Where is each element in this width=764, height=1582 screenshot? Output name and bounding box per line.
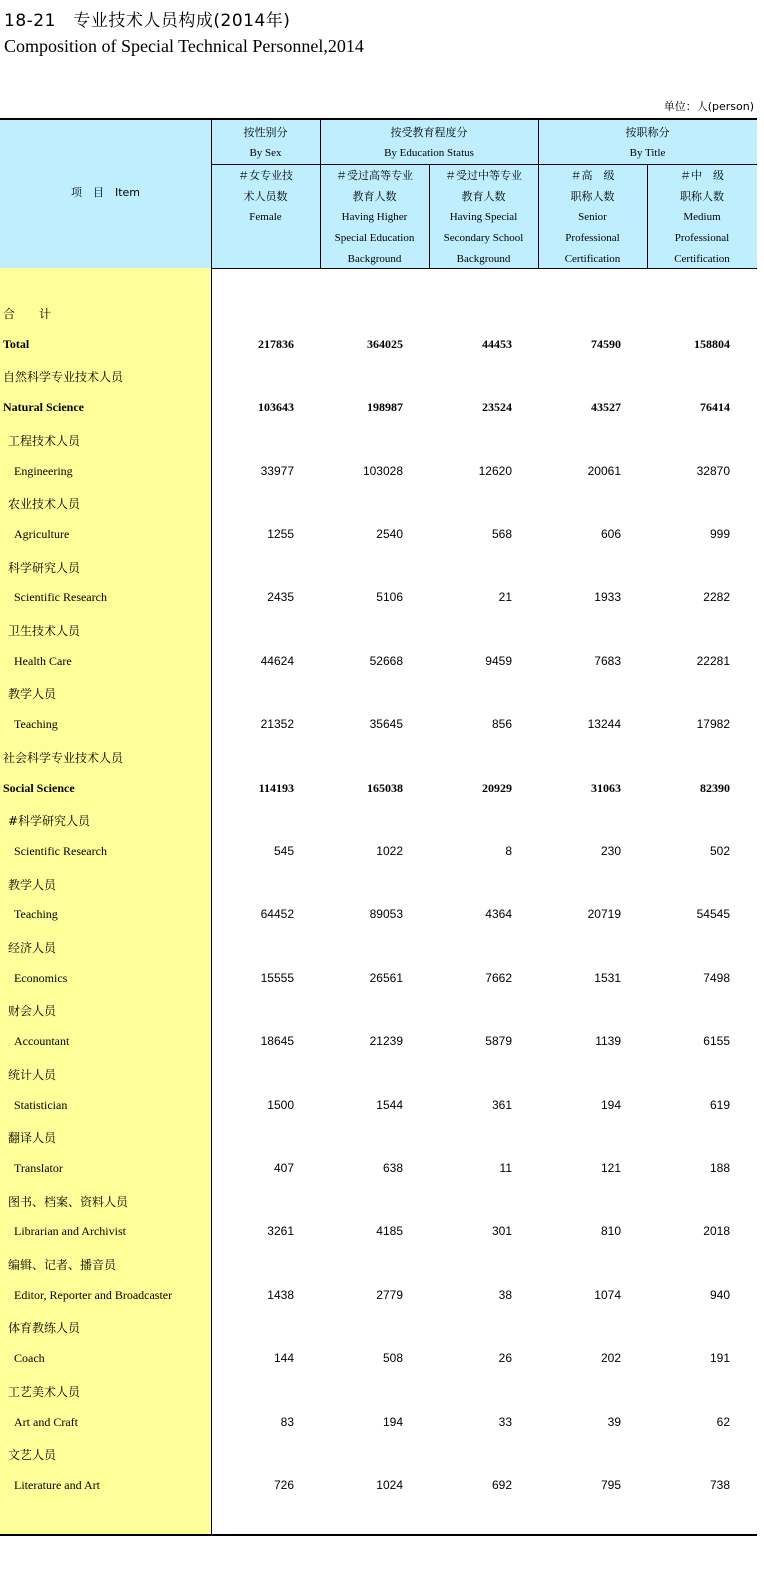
row-value: 103643 (258, 400, 294, 414)
row-label: #科学研究人员 (8, 814, 91, 828)
row-label: Accountant (14, 1034, 70, 1048)
secondary-education-column-header: ＃受过中等专业 教育人数 Having Special Secondary School Background (443, 169, 524, 265)
table-row (0, 812, 757, 832)
row-value: 301 (491, 1224, 512, 1238)
row-value: 217836 (258, 337, 294, 351)
row-label: Total (3, 337, 30, 351)
table-row (0, 1288, 757, 1308)
row-value: 144 (273, 1351, 294, 1365)
row-value: 364025 (367, 337, 403, 351)
row-value: 8 (505, 844, 512, 858)
row-value: 83 (280, 1415, 294, 1429)
row-value: 7683 (594, 654, 621, 668)
item-header: 项 目 Item (70, 186, 141, 199)
row-value: 22281 (696, 654, 730, 668)
table-row (0, 1351, 757, 1371)
row-value: 1024 (376, 1478, 403, 1492)
row-label: Scientific Research (14, 844, 107, 858)
row-value: 74590 (591, 337, 621, 351)
table-row (0, 685, 757, 705)
row-label: Agriculture (14, 527, 70, 541)
row-value: 23524 (482, 400, 512, 414)
row-label: Teaching (14, 907, 58, 921)
unit-label: 单位：人(person) (663, 100, 754, 113)
row-label: Literature and Art (14, 1478, 100, 1492)
row-value: 20061 (587, 464, 621, 478)
row-label: 农业技术人员 (8, 497, 81, 511)
row-label: Translator (14, 1161, 63, 1175)
row-label: Health Care (14, 654, 72, 668)
table-row (0, 717, 757, 737)
row-value: 4364 (485, 907, 512, 921)
row-value: 2282 (703, 590, 730, 604)
table-row (0, 781, 757, 801)
row-value: 33977 (260, 464, 294, 478)
row-value: 31063 (591, 781, 621, 795)
row-value: 121 (600, 1161, 621, 1175)
row-value: 21 (498, 590, 512, 604)
table-row (0, 495, 757, 515)
row-value: 18645 (260, 1034, 294, 1048)
table-row (0, 971, 757, 991)
by-education-header: 按受教育程度分 By Education Status (384, 126, 474, 159)
table-row (0, 1002, 757, 1022)
row-label: Statistician (14, 1098, 68, 1112)
row-label: Engineering (14, 464, 73, 478)
table-row (0, 939, 757, 959)
row-label: Librarian and Archivist (14, 1224, 126, 1238)
row-value: 999 (709, 527, 730, 541)
row-value: 11 (499, 1161, 512, 1175)
table-row (0, 1224, 757, 1244)
row-label: Teaching (14, 717, 58, 731)
table-row (0, 337, 757, 357)
row-value: 17982 (696, 717, 730, 731)
row-value: 3261 (267, 1224, 294, 1238)
row-value: 6155 (703, 1034, 730, 1048)
table-row (0, 1161, 757, 1181)
row-label: 合 计 (3, 307, 52, 321)
table-row (0, 1478, 757, 1498)
row-value: 230 (600, 844, 621, 858)
table-row (0, 749, 757, 769)
row-value: 35645 (369, 717, 403, 731)
row-value: 89053 (369, 907, 403, 921)
row-value: 62 (716, 1415, 730, 1429)
table-row (0, 907, 757, 927)
row-value: 1544 (376, 1098, 403, 1112)
row-label: Social Science (3, 781, 75, 795)
higher-education-column-header: ＃受过高等专业 教育人数 Having Higher Special Education Background (334, 169, 415, 265)
row-value: 502 (709, 844, 730, 858)
row-value: 194 (382, 1415, 403, 1429)
row-label: 体育教练人员 (8, 1321, 81, 1335)
row-label: 文艺人员 (8, 1448, 57, 1462)
row-label: Economics (14, 971, 68, 985)
row-value: 1074 (594, 1288, 621, 1302)
row-value: 1022 (376, 844, 403, 858)
table-row (0, 400, 757, 420)
row-label: 教学人员 (8, 687, 57, 701)
row-value: 15555 (260, 971, 294, 985)
table-row (0, 368, 757, 388)
row-value: 188 (709, 1161, 730, 1175)
row-value: 76414 (700, 400, 730, 414)
row-value: 33 (498, 1415, 512, 1429)
table-row (0, 844, 757, 864)
table-row (0, 559, 757, 579)
row-label: 工程技术人员 (8, 434, 81, 448)
row-value: 2435 (267, 590, 294, 604)
table-row (0, 1129, 757, 1149)
row-label: 科学研究人员 (8, 561, 81, 575)
table-row (0, 1319, 757, 1339)
female-column-header: ＃女专业技 术人员数 Female (238, 169, 293, 223)
row-value: 606 (600, 527, 621, 541)
row-value: 12620 (478, 464, 512, 478)
by-sex-header: 按性别分 By Sex (243, 126, 288, 159)
medium-title-column-header: ＃中 级 职称人数 Medium Professional Certification (674, 169, 730, 265)
table-row (0, 527, 757, 547)
table-row (0, 305, 757, 325)
row-value: 1933 (594, 590, 621, 604)
table-row (0, 432, 757, 452)
row-value: 1438 (267, 1288, 294, 1302)
row-label: 翻译人员 (8, 1131, 57, 1145)
row-label: 财会人员 (8, 1004, 57, 1018)
row-label: Scientific Research (14, 590, 107, 604)
row-value: 795 (600, 1478, 621, 1492)
row-value: 44453 (482, 337, 512, 351)
table-row (0, 622, 757, 642)
table-row (0, 1193, 757, 1213)
item-column-background (0, 268, 211, 1536)
table-row (0, 1034, 757, 1054)
row-label: 教学人员 (8, 878, 57, 892)
row-value: 5106 (376, 590, 403, 604)
table-row (0, 1256, 757, 1276)
row-value: 194 (600, 1098, 621, 1112)
row-value: 726 (273, 1478, 294, 1492)
row-value: 52668 (369, 654, 403, 668)
row-value: 1500 (267, 1098, 294, 1112)
row-value: 2018 (703, 1224, 730, 1238)
row-value: 21239 (369, 1034, 403, 1048)
row-value: 1139 (595, 1034, 621, 1048)
row-value: 114193 (258, 781, 294, 795)
senior-title-column-header: ＃高 级 职称人数 Senior Professional Certification (564, 169, 621, 265)
row-value: 44624 (260, 654, 294, 668)
table-body (0, 268, 757, 1536)
table-bottom-rule (0, 1534, 757, 1536)
row-value: 21352 (260, 717, 294, 731)
table-row (0, 1098, 757, 1118)
row-value: 20929 (482, 781, 512, 795)
row-value: 54545 (696, 907, 730, 921)
row-label: 卫生技术人员 (8, 624, 81, 638)
row-value: 32870 (696, 464, 730, 478)
row-value: 202 (600, 1351, 621, 1365)
row-label: 社会科学专业技术人员 (3, 751, 124, 765)
row-value: 64452 (260, 907, 294, 921)
table-row (0, 1446, 757, 1466)
table-header (0, 118, 757, 269)
row-value: 2779 (376, 1288, 403, 1302)
table-row (0, 876, 757, 896)
row-value: 20719 (587, 907, 621, 921)
row-label: Editor, Reporter and Broadcaster (14, 1288, 173, 1302)
table-row (0, 1066, 757, 1086)
row-value: 856 (491, 717, 512, 731)
row-value: 39 (607, 1415, 621, 1429)
row-label: 编辑、记者、播音员 (8, 1258, 117, 1272)
table-row (0, 1415, 757, 1435)
row-value: 82390 (700, 781, 730, 795)
row-value: 158804 (694, 337, 730, 351)
row-value: 361 (491, 1098, 512, 1112)
row-value: 43527 (591, 400, 621, 414)
row-label: 自然科学专业技术人员 (3, 370, 124, 384)
row-value: 940 (709, 1288, 730, 1302)
row-value: 9459 (485, 654, 512, 668)
row-label: Coach (14, 1351, 45, 1365)
row-value: 103028 (362, 464, 403, 478)
row-value: 1255 (267, 527, 294, 541)
table-row (0, 590, 757, 610)
row-label: 图书、档案、资料人员 (8, 1195, 129, 1209)
row-label: Art and Craft (14, 1415, 78, 1429)
row-label: 工艺美术人员 (8, 1385, 81, 1399)
row-value: 619 (709, 1098, 730, 1112)
row-value: 407 (273, 1161, 294, 1175)
row-value: 38 (498, 1288, 512, 1302)
row-value: 545 (273, 844, 294, 858)
row-value: 5879 (485, 1034, 512, 1048)
row-value: 1531 (594, 971, 621, 985)
row-value: 13244 (587, 717, 621, 731)
row-value: 568 (491, 527, 512, 541)
row-value: 26 (498, 1351, 512, 1365)
row-value: 2540 (376, 527, 403, 541)
table-row (0, 1383, 757, 1403)
row-value: 7662 (485, 971, 512, 985)
row-value: 198987 (367, 400, 403, 414)
row-value: 508 (382, 1351, 403, 1365)
row-value: 7498 (703, 971, 730, 985)
row-value: 638 (382, 1161, 403, 1175)
row-label: Natural Science (3, 400, 84, 414)
row-value: 738 (709, 1478, 730, 1492)
by-title-header: 按职称分 By Title (625, 126, 670, 159)
table-title-english: Composition of Special Technical Personnel,2014 (4, 36, 364, 56)
table-title-chinese: 18-21 专业技术人员构成(2014年) (4, 11, 291, 31)
row-value: 4185 (376, 1224, 403, 1238)
row-value: 191 (709, 1351, 730, 1365)
row-value: 165038 (367, 781, 403, 795)
row-label: 经济人员 (8, 941, 57, 955)
table-row (0, 654, 757, 674)
row-value: 810 (600, 1224, 621, 1238)
table-row (0, 464, 757, 484)
row-value: 692 (491, 1478, 512, 1492)
row-label: 统计人员 (8, 1068, 57, 1082)
row-value: 26561 (369, 971, 403, 985)
